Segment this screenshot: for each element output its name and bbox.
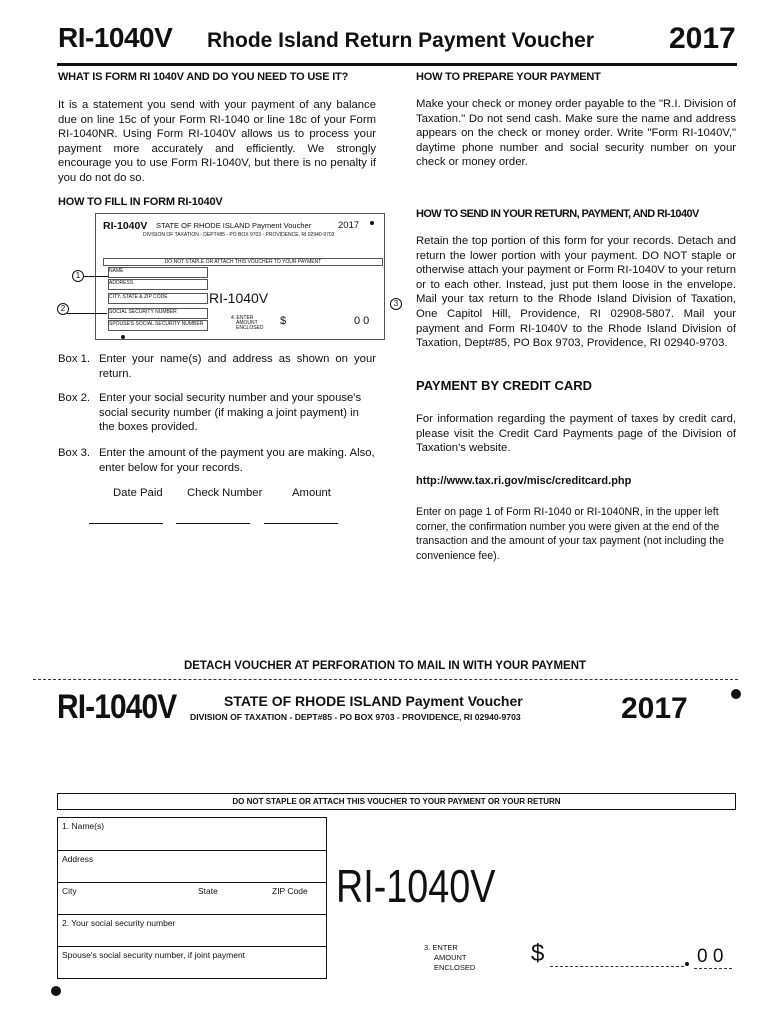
mini-dot	[370, 221, 374, 225]
mini-cents: 0 0	[354, 315, 370, 327]
callout-2: 2	[57, 303, 69, 315]
send-text: Retain the top portion of this form for your records. Detach and return the lower portion with your payment. DO NOT staple or otherwise attach your payment or Form RI-1040V to your return or to each other. Instead, just put them loose in the envelope. Mail your tax return to the Rhode Island Division of Taxation, One Capitol Hill, Providence, RI 02908-5807. Mail your payment and Form RI-1040V to the Rhode Island Division of Taxation, Dept#85, PO Box 9703, Providence, RI 02940-9703.	[416, 235, 736, 350]
voucher-dot-bottom	[51, 986, 61, 996]
address-field[interactable]	[57, 850, 327, 883]
ssn-field[interactable]	[57, 914, 327, 947]
enter-num: 3. ENTER	[424, 943, 458, 952]
spouse-ssn-label: Spouse's social security number, if joint payment	[62, 950, 246, 960]
name-field[interactable]	[57, 817, 327, 851]
records-col-date: Date Paid	[113, 487, 163, 499]
city-label: City	[62, 886, 77, 896]
state-label: State	[198, 886, 218, 896]
credit-heading: PAYMENT BY CREDIT CARD	[416, 378, 593, 393]
voucher-division: DIVISION OF TAXATION - DEPT#85 - PO BOX 9703 - PROVIDENCE, RI 02940-9703	[190, 712, 521, 722]
mini-staple: DO NOT STAPLE OR ATTACH THIS VOUCHER TO YOUR PAYMENT	[103, 258, 383, 266]
box2-label: Box 2.	[58, 392, 91, 404]
amount-cents: 0 0	[697, 946, 724, 967]
how-fill-heading: HOW TO FILL IN FORM RI-1040V	[58, 196, 223, 208]
mini-year: 2017	[338, 220, 360, 231]
mini-name-label: NAME	[109, 268, 124, 274]
enter-enclosed: ENCLOSED	[434, 963, 476, 972]
credit-text: For information regarding the payment of taxes by credit card, please visit the Credit Card Payments page of the Division of Taxation's website.	[416, 413, 736, 455]
records-line-amount[interactable]	[264, 523, 338, 524]
mini-city-box	[108, 293, 208, 304]
mini-ssn-label: SOCIAL SECURITY NUMBER	[109, 309, 177, 315]
voucher-title: STATE OF RHODE ISLAND Payment Voucher	[224, 693, 523, 709]
mini-voucher	[95, 213, 385, 340]
records-col-amount: Amount	[292, 487, 331, 499]
callout-1: 1	[72, 270, 84, 282]
name-label: 1. Name(s)	[62, 821, 105, 831]
voucher-big-id: RI-1040V	[336, 860, 496, 912]
perforation-line	[33, 679, 738, 680]
voucher-form-id: RI-1040V	[57, 688, 177, 726]
mini-spouse-label: SPOUSE'S SOCIAL SECURITY NUMBER	[109, 321, 204, 327]
ssn-label: 2. Your social security number	[62, 918, 176, 928]
records-line-date[interactable]	[89, 523, 163, 524]
prepare-text: Make your check or money order payable to the "R.I. Division of Taxation." Do not send cash. Make sure the name and address appears on the check or money order. Write "Form RI-1040V," daytime phone number and social security number on your check or money order.	[416, 98, 736, 169]
mini-dollar: $	[280, 315, 287, 327]
mini-city-label: CITY, STATE & ZIP CODE	[109, 294, 168, 300]
records-line-check[interactable]	[176, 523, 250, 524]
zip-label: ZIP Code	[272, 886, 308, 896]
mini-title: STATE OF RHODE ISLAND Payment Voucher	[156, 221, 312, 230]
voucher-year: 2017	[621, 692, 688, 725]
what-heading: WHAT IS FORM RI 1040V AND DO YOU NEED TO USE IT?	[58, 71, 349, 83]
box2-text: Enter your social security number and your spouse's social security number (if making a joint payment) in the boxes provided.	[99, 392, 362, 434]
city-state-zip-field[interactable]	[57, 882, 327, 915]
credit-text-2: Enter on page 1 of Form RI-1040 or RI-1040NR, in the upper left corner, the confirmation number you were given at the end of the transaction and the amount of your tax payment (not including the convenience fee).	[416, 506, 724, 562]
form-id: RI-1040V	[58, 22, 173, 53]
mini-ssn-box	[108, 308, 208, 319]
mini-address-box	[108, 279, 208, 290]
mini-big-id: RI-1040V	[209, 290, 269, 306]
send-heading: HOW TO SEND IN YOUR RETURN, PAYMENT, AND RI-1040V	[416, 208, 699, 220]
box1-text: Enter your name(s) and address as shown on your return.	[99, 353, 376, 380]
amount-decimal-point	[685, 962, 689, 966]
credit-url-link[interactable]: http://www.tax.ri.gov/misc/creditcard.php	[416, 475, 632, 487]
mini-dot-bottom	[121, 335, 125, 339]
callout-3: 3	[390, 298, 402, 310]
cents-underline	[694, 968, 732, 969]
mini-form-id: RI-1040V	[103, 220, 148, 232]
prepare-heading: HOW TO PREPARE YOUR PAYMENT	[416, 71, 601, 83]
page-title: Rhode Island Return Payment Voucher	[207, 29, 595, 52]
callout-line-2	[62, 313, 107, 314]
what-text: It is a statement you send with your payment of any balance due on line 15c of your Form RI-1040 or line 18c of your Form RI-1040NR. Using Form RI-1040V allows us to process your payment more accurately and efficiently. We strongly encourage you to use Form RI-1040V, but there is no penalty if you do not do so.	[58, 99, 376, 184]
mini-enter-enclosed: ENCLOSED	[236, 325, 264, 331]
box3-text: Enter the amount of the payment you are making. Also, enter below for your records.	[99, 447, 375, 474]
mini-spouse-box	[108, 320, 208, 331]
box3-label: Box 3.	[58, 447, 91, 459]
enter-amount: AMOUNT	[434, 953, 467, 962]
detach-instruction: DETACH VOUCHER AT PERFORATION TO MAIL IN WITH YOUR PAYMENT	[183, 660, 587, 672]
voucher-staple-notice: DO NOT STAPLE OR ATTACH THIS VOUCHER TO YOUR PAYMENT OR YOUR RETURN	[57, 793, 736, 810]
spouse-ssn-field[interactable]	[57, 946, 327, 979]
mini-enter-amount: AMOUNT	[236, 320, 258, 326]
mini-name-box	[108, 267, 208, 278]
records-col-check: Check Number	[187, 487, 263, 499]
mini-enter-num: 4. ENTER	[231, 315, 254, 321]
amount-input[interactable]	[550, 966, 684, 967]
voucher-dot-top	[731, 689, 741, 699]
mini-division: DIVISION OF TAXATION - DEPT#85 - PO BOX 9703 - PROVIDENCE, RI 02940-9703	[143, 232, 335, 238]
address-label: Address	[62, 854, 94, 864]
form-year: 2017	[669, 22, 736, 55]
box1-label: Box 1.	[58, 353, 91, 365]
amount-dollar-sign: $	[531, 940, 545, 967]
mini-address-label: ADDRESS	[109, 280, 134, 286]
header-rule	[57, 63, 737, 66]
